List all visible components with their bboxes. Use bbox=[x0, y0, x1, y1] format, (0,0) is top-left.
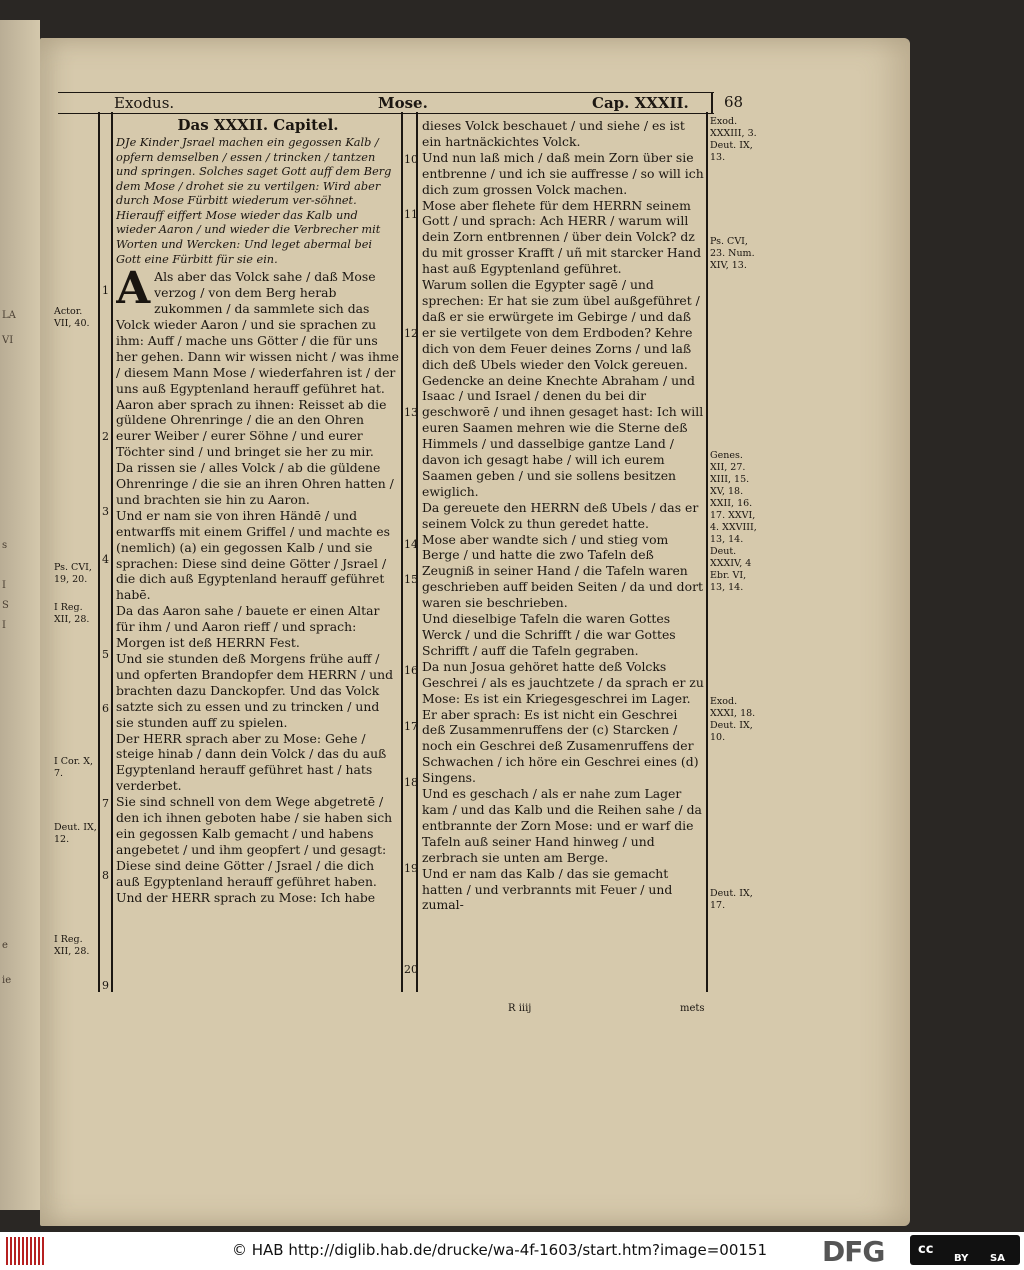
left-page-fragment: VI bbox=[2, 335, 14, 346]
running-header bbox=[58, 92, 714, 114]
verse-number: 11 bbox=[404, 208, 418, 221]
verse-8: Sie sind schnell von dem Wege abgetretē / den ich ihnen geboten habe / sie haben sich ein gegossen Kalb gemacht / und habens angebetet / und ihm geopfert / und gesagt: Diese sind deine Götter / Jsrael / die dich auß Egyptenland herauff geführet haben. bbox=[116, 794, 393, 889]
verse-number: 17 bbox=[404, 720, 418, 733]
hab-logo-icon bbox=[6, 1237, 46, 1265]
verse-10: Und nun laß mich / daß mein Zorn über sie entbrenne / und ich sie auffresse / so will ich dich zum grossen Volck machen. bbox=[422, 149, 704, 197]
margin-note: Deut. IX, 17. bbox=[710, 888, 753, 911]
verse-number: 14 bbox=[404, 538, 418, 551]
verse-12: Warum sollen die Egypter sagē / und sprechen: Er hat sie zum übel außgeführet / daß er sie erwürgete im Gebirge / und daß er sie vertilgete von dem Erdboden? Kehre dich von dem Feuer deines Zorns / und laß dich deß Ubels wieder den Volck gereuen. bbox=[422, 277, 700, 372]
margin-note: Deut. IX, 12. bbox=[54, 822, 97, 845]
verse-13: Gedencke an deine Knechte Abraham / und Isaac / und Israel / denen du bei dir geschworē / und ihnen gesaget hast: Ich will euren Saamen mehren wie die Sterne deß Himmels / und dasselbige gantze Land / davon ich gesagt habe / will ich eurem Saamen geben / und sie sollens besitzen ewiglich. bbox=[422, 372, 704, 499]
verse-15: Mose aber wandte sich / und stieg vom Berge / und hatte die zwo Tafeln deß Zeugniß in seiner Hand / die Tafeln waren geschrieben auff beiden Seiten / da und dort waren sie beschrieben. bbox=[422, 531, 703, 611]
cc-license-badge[interactable] bbox=[910, 1235, 1020, 1265]
verse-number: 7 bbox=[102, 797, 109, 810]
left-page-fragment: I bbox=[2, 580, 6, 591]
by-icon: BY bbox=[954, 1253, 969, 1264]
margin-note: Ps. CVI, 23. Num. XIV, 13. bbox=[710, 236, 755, 271]
margin-note: Actor. VII, 40. bbox=[54, 306, 90, 329]
verse-6: Und sie stunden deß Morgens frühe auff / und opferten Brandopfer dem HERRN / und brachten dazu Danckopfer. Und das Volck satzte sich zu essen und zu trincken / und sie stunden auff zu spielen. bbox=[116, 651, 394, 730]
verse-text: Als aber das Volck sahe / daß Mose verzog / von dem Berg herab zukommen / da sammlete sich das Volck wieder Aaron / und sie sprachen zu ihm: Auff / mache uns Götter / die für uns her gehen. Dann wir wissen nicht / was ihme / diesem Mann Mose / wiederfahren ist / der uns auß Egyptenland herauff geführet hat. bbox=[116, 269, 400, 396]
margin-note: Exod. XXXIII, 3. Deut. IX, 13. bbox=[710, 116, 757, 163]
verse-number: 8 bbox=[102, 869, 109, 882]
chapter-title: Das XXXII. Capitel. bbox=[177, 118, 339, 134]
verse-3: Da rissen sie / alles Volck / ab die güldene Ohrenringe / die sie an ihren Ohren hatten / und brachten sie hin zu Aaron. bbox=[116, 460, 394, 507]
margin-note: I Reg. XII, 28. bbox=[54, 934, 90, 957]
verse-number: 20 bbox=[404, 963, 418, 976]
verse-17: Da nun Josua gehöret hatte deß Volcks Geschrei / als es jauchtzete / da sprach er zu Mose: Es ist ein Kriegesgeschrei im Lager. bbox=[422, 658, 704, 706]
catchword: mets bbox=[680, 1003, 705, 1014]
verse-number: 9 bbox=[102, 979, 109, 992]
page-number-rule bbox=[711, 92, 713, 114]
header-book: Exodus. bbox=[114, 94, 175, 112]
verse-number-rule bbox=[111, 112, 113, 992]
verse-number: 1 bbox=[102, 284, 109, 297]
left-page-fragment: I bbox=[2, 620, 6, 631]
margin-note: Ps. CVI, 19, 20. bbox=[54, 562, 92, 585]
verse-continuation: dieses Volck beschauet / und siehe / es ist ein hartnäckichtes Volck. bbox=[422, 118, 685, 149]
center-column-rule bbox=[401, 112, 403, 992]
verse-number: 13 bbox=[404, 406, 418, 419]
verse-1 bbox=[116, 263, 400, 396]
verse-number: 4 bbox=[102, 553, 109, 566]
left-page-fragment: ie bbox=[2, 975, 12, 986]
verse-20: Und er nam das Kalb / das sie gemacht hatten / und verbrannts mit Feuer / und zumal- bbox=[422, 865, 673, 913]
adjacent-page-edge bbox=[0, 20, 40, 1210]
verse-number: 16 bbox=[404, 664, 418, 677]
left-page-fragment: s bbox=[2, 540, 8, 551]
right-column bbox=[422, 118, 704, 990]
verse-11: Mose aber flehete für dem HERRN seinem Gott / und sprach: Ach HERR / warum will dein Zorn entbrennen / über dein Volck? dz du mit grosser Krafft / uñ mit starcker Hand hast auß Egyptenland geführet. bbox=[422, 197, 702, 277]
drop-capital: A bbox=[116, 263, 151, 315]
verse-7: Der HERR sprach aber zu Mose: Gehe / steige hinab / dann dein Volck / das du auß Egyptenland herauff geführet hast / hats verderbet. bbox=[116, 730, 387, 794]
verse-number: 15 bbox=[404, 573, 418, 586]
left-page-fragment: S bbox=[2, 600, 9, 611]
verse-number: 10 bbox=[404, 153, 418, 166]
signature-mark: R iiij bbox=[508, 1003, 532, 1014]
left-column-rule bbox=[98, 112, 100, 992]
verse-number: 12 bbox=[404, 327, 418, 340]
viewer-footer bbox=[0, 1232, 1024, 1270]
right-column-rule bbox=[706, 112, 708, 992]
verse-number: 3 bbox=[102, 505, 109, 518]
left-page-fragment: e bbox=[2, 940, 8, 951]
verse-9: Und der HERR sprach zu Mose: Ich habe bbox=[116, 889, 376, 905]
verse-2: Aaron aber sprach zu ihnen: Reisset ab die güldene Ohrenringe / die an den Ohren eurer Weiber / eurer Söhne / und eurer Töchter sind / und bringet sie her zu mir. bbox=[116, 396, 387, 460]
cc-icon: cc bbox=[918, 1242, 934, 1257]
verse-14: Da gereuete den HERRN deß Ubels / das er seinem Volck zu thun geredet hatte. bbox=[422, 499, 699, 531]
sa-icon: SA bbox=[990, 1253, 1005, 1264]
verse-number: 18 bbox=[404, 776, 418, 789]
verse-5: Da das Aaron sahe / bauete er einen Altar für ihm / und Aaron rieff / und sprach: Morgen ist deß HERRN Fest. bbox=[116, 603, 380, 651]
header-title: Mose. bbox=[378, 94, 428, 112]
verse-number: 6 bbox=[102, 702, 109, 715]
dfg-logo: DFG bbox=[822, 1235, 885, 1268]
verse-number: 2 bbox=[102, 430, 109, 443]
left-column bbox=[116, 118, 400, 990]
page-number: 68 bbox=[724, 93, 744, 111]
verse-4: Und er nam sie von ihren Händē / und entwarffs mit einem Griffel / und machte es (nemlich) (a) ein gegossen Kalb / und sie sprachen: Diese sind deine Götter / Jsrael / die dich auß Egyptenland herauff geführet habē. bbox=[116, 507, 390, 603]
margin-note: I Cor. X, 7. bbox=[54, 756, 94, 779]
left-page-fragment: LA bbox=[2, 310, 16, 321]
margin-note: Exod. XXXI, 18. Deut. IX, 10. bbox=[710, 696, 756, 743]
margin-note: Genes. XII, 27. XIII, 15. XV, 18. XXII, 16. 17. XXVI, 4. XXVIII, 13, 14. Deut. XXXIV, 4 Ebr. VI, 13, 14. bbox=[710, 450, 757, 593]
header-chapter: Cap. XXXII. bbox=[592, 94, 689, 112]
verse-number: 5 bbox=[102, 648, 109, 661]
chapter-summary: DJe Kinder Jsrael machen ein gegossen Kalb / opfern demselben / essen / trincken / tantzen und springen. Solches saget Gott auff dem Berg dem Mose / drohet sie zu vertilgen: Wird aber durch Mose Fürbitt wiederum ver-söhnet. Hierauff eiffert Mose wieder das Kalb und wieder Aaron / und wieder die Verbrecher mit Worten und Wercken: Und leget abermal bei Gott eine Fürbitt für sie ein. bbox=[116, 135, 392, 266]
margin-note: I Reg. XII, 28. bbox=[54, 602, 90, 625]
copyright-link[interactable]: © HAB http://diglib.hab.de/drucke/wa-4f-1603/start.htm?image=00151 bbox=[232, 1241, 768, 1259]
verse-number: 19 bbox=[404, 862, 418, 875]
center-column-rule-2 bbox=[416, 112, 418, 992]
verse-19: Und es geschach / als er nahe zum Lager kam / und das Kalb und die Reihen sahe / da entbrannte der Zorn Mose: und er warf die Tafeln auß seiner Hand hinweg / und zerbrach sie unten am Berge. bbox=[422, 786, 702, 865]
verse-16: Und dieselbige Tafeln die waren Gottes Werck / und die Schrifft / die war Gottes Schrifft / auff die Tafeln gegraben. bbox=[422, 611, 676, 658]
verse-18: Er aber sprach: Es ist nicht ein Geschrei deß Zusammenruffens der (c) Starcken / noch ein Geschrei deß Zusamenruffens der Schwachen / ich höre ein Geschrei eines (d) Singens. bbox=[422, 706, 699, 786]
